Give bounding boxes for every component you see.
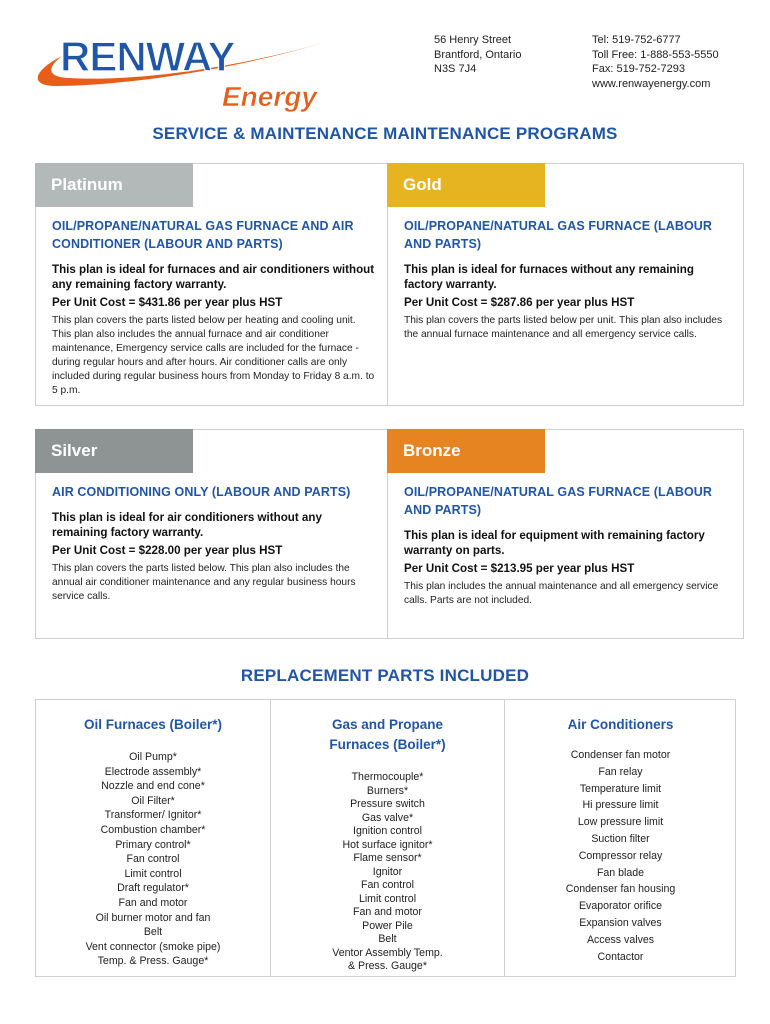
part-item: Ignitor <box>372 865 403 878</box>
part-item: Oil Pump* <box>129 751 177 763</box>
part-item: Oil Filter* <box>131 794 175 807</box>
part-item: Primary control* <box>115 838 191 851</box>
plan-description: This plan covers the parts listed below per heating and cooling unit. This plan also includes the annual furnace and air conditioner maintenance, Emergency service calls are included for the furnace - during regular hours and after hours. Air conditioner calls are only included during regular business hours from Monday to Friday 8 a.m. to 5 p.m. <box>52 315 375 396</box>
plan-title: AIR CONDITIONING ONLY (LABOUR AND PARTS) <box>52 485 351 499</box>
replacement-parts-table <box>35 699 736 977</box>
parts-column-oil-furnaces <box>36 700 270 976</box>
plan-cost: Per Unit Cost = $228.00 per year plus HST <box>52 544 283 557</box>
plan-ideal-text: This plan is ideal for furnaces without any remaining factory warranty. <box>404 263 694 291</box>
plan-card-gold <box>387 163 744 406</box>
address-line: N3S 7J4 <box>434 63 477 75</box>
toll-free-number: Toll Free: 1-888-553-5550 <box>592 48 719 61</box>
part-item: Temperature limit <box>579 782 662 795</box>
parts-column-air-conditioners <box>504 700 736 976</box>
logo-sub-text: Energy <box>222 81 317 112</box>
part-item: Belt <box>378 933 397 945</box>
part-item: Belt <box>143 926 163 939</box>
part-item: Condenser fan housing <box>565 883 676 896</box>
plan-name-bronze: Bronze <box>387 429 545 473</box>
part-item: Access valves <box>586 933 655 946</box>
renway-energy-logo <box>26 28 346 116</box>
parts-column-gas-furnaces <box>270 700 504 976</box>
company-contact <box>592 33 719 91</box>
page-title: SERVICE & MAINTENANCE MAINTENANCE PROGRAMS <box>152 124 618 143</box>
part-item: Suction filter <box>591 832 650 845</box>
part-item: Expansion valves <box>579 916 662 929</box>
part-item: Evaporator orifice <box>578 900 663 913</box>
part-item: Combustion chamber* <box>100 823 206 836</box>
part-item: Hi pressure limit <box>582 799 659 812</box>
plan-title: OIL/PROPANE/NATURAL GAS FURNACE (LABOUR AND PARTS) <box>404 485 713 517</box>
parts-list <box>36 750 270 969</box>
plan-description: This plan covers the parts listed below. This plan also includes the annual air conditioner maintenance and any regular business hours service calls. <box>52 563 356 602</box>
part-item: Draft regulator* <box>117 882 189 895</box>
part-item: Compressor relay <box>578 849 663 862</box>
part-item: Low pressure limit <box>577 816 664 829</box>
parts-list <box>505 747 736 965</box>
part-item: Fan blade <box>596 866 645 879</box>
part-item: Ignition control <box>353 825 422 837</box>
part-item: Gas valve* <box>361 811 414 824</box>
part-item: Contactor <box>597 950 644 963</box>
website-link[interactable]: www.renwayenergy.com <box>592 77 711 90</box>
plan-card-platinum <box>35 163 392 406</box>
plan-card-bronze <box>387 429 744 639</box>
plan-title: OIL/PROPANE/NATURAL GAS FURNACE AND AIR CONDITIONER (LABOUR AND PARTS) <box>52 219 354 251</box>
part-item: Vent connector (smoke pipe) <box>85 940 221 953</box>
plan-ideal-text: This plan is ideal for furnaces and air conditioners without any remaining factory warranty. <box>52 263 375 291</box>
part-item: Condenser fan motor <box>570 749 671 761</box>
column-heading <box>271 715 504 755</box>
part-item: Nozzle and end cone* <box>101 780 205 793</box>
part-item: Fan control <box>126 853 180 866</box>
plan-description: This plan covers the parts listed below per unit. This plan also includes the annual furnace maintenance and all emergency service calls. <box>404 315 723 340</box>
plan-cost: Per Unit Cost = $287.86 per year plus HST <box>404 296 635 309</box>
part-item: Flame sensor* <box>353 852 422 864</box>
part-item: Ventor Assembly Temp. <box>332 946 443 959</box>
part-item: Limit control <box>124 867 182 880</box>
column-heading: Oil Furnaces (Boiler*) <box>83 717 223 732</box>
plan-name-platinum: Platinum <box>35 163 193 207</box>
column-heading: Air Conditioners <box>567 717 674 732</box>
fax-number: Fax: 519-752-7293 <box>592 63 685 75</box>
plan-card-silver <box>35 429 392 639</box>
plan-title: OIL/PROPANE/NATURAL GAS FURNACE (LABOUR AND PARTS) <box>404 219 713 251</box>
column-heading-line: Gas and Propane <box>331 717 444 732</box>
plan-cost: Per Unit Cost = $213.95 per year plus HST <box>404 562 635 575</box>
part-item: Oil burner motor and fan <box>95 911 211 924</box>
logo-brand-text: RENWAY <box>60 33 235 80</box>
company-address <box>434 33 521 77</box>
phone-number: Tel: 519-752-6777 <box>592 34 681 46</box>
part-item: Burners* <box>366 784 409 797</box>
parts-list <box>271 771 504 974</box>
part-item: Pressure switch <box>350 798 425 810</box>
part-item: Fan and motor <box>353 906 422 918</box>
part-item: Hot surface ignitor* <box>342 838 433 851</box>
part-item: Fan and motor <box>118 896 188 909</box>
address-line: Brantford, Ontario <box>434 48 522 61</box>
part-item: Temp. & Press. Gauge* <box>97 955 209 968</box>
part-item: Power Pile <box>362 919 413 932</box>
part-item: Fan relay <box>598 765 643 778</box>
parts-section-title: REPLACEMENT PARTS INCLUDED <box>240 666 530 685</box>
part-item: Thermocouple* <box>351 771 424 783</box>
part-item: Transformer/ Ignitor* <box>104 809 202 822</box>
plan-cost: Per Unit Cost = $431.86 per year plus HST <box>52 296 283 309</box>
plan-description: This plan includes the annual maintenance and all emergency service calls. Parts are not included. <box>404 581 719 606</box>
part-item: Electrode assembly* <box>104 765 202 778</box>
plan-ideal-text: This plan is ideal for air conditioners without any remaining factory warranty. <box>52 511 322 539</box>
part-item: Fan control <box>361 879 414 891</box>
plan-name-gold: Gold <box>387 163 545 207</box>
address-line: 56 Henry Street <box>434 34 512 46</box>
plan-ideal-text: This plan is ideal for equipment with remaining factory warranty on parts. <box>404 529 705 557</box>
plan-name-silver: Silver <box>35 429 193 473</box>
column-heading-line: Furnaces (Boiler*) <box>329 737 446 752</box>
part-item: & Press. Gauge* <box>348 960 427 972</box>
part-item: Limit control <box>358 892 417 905</box>
